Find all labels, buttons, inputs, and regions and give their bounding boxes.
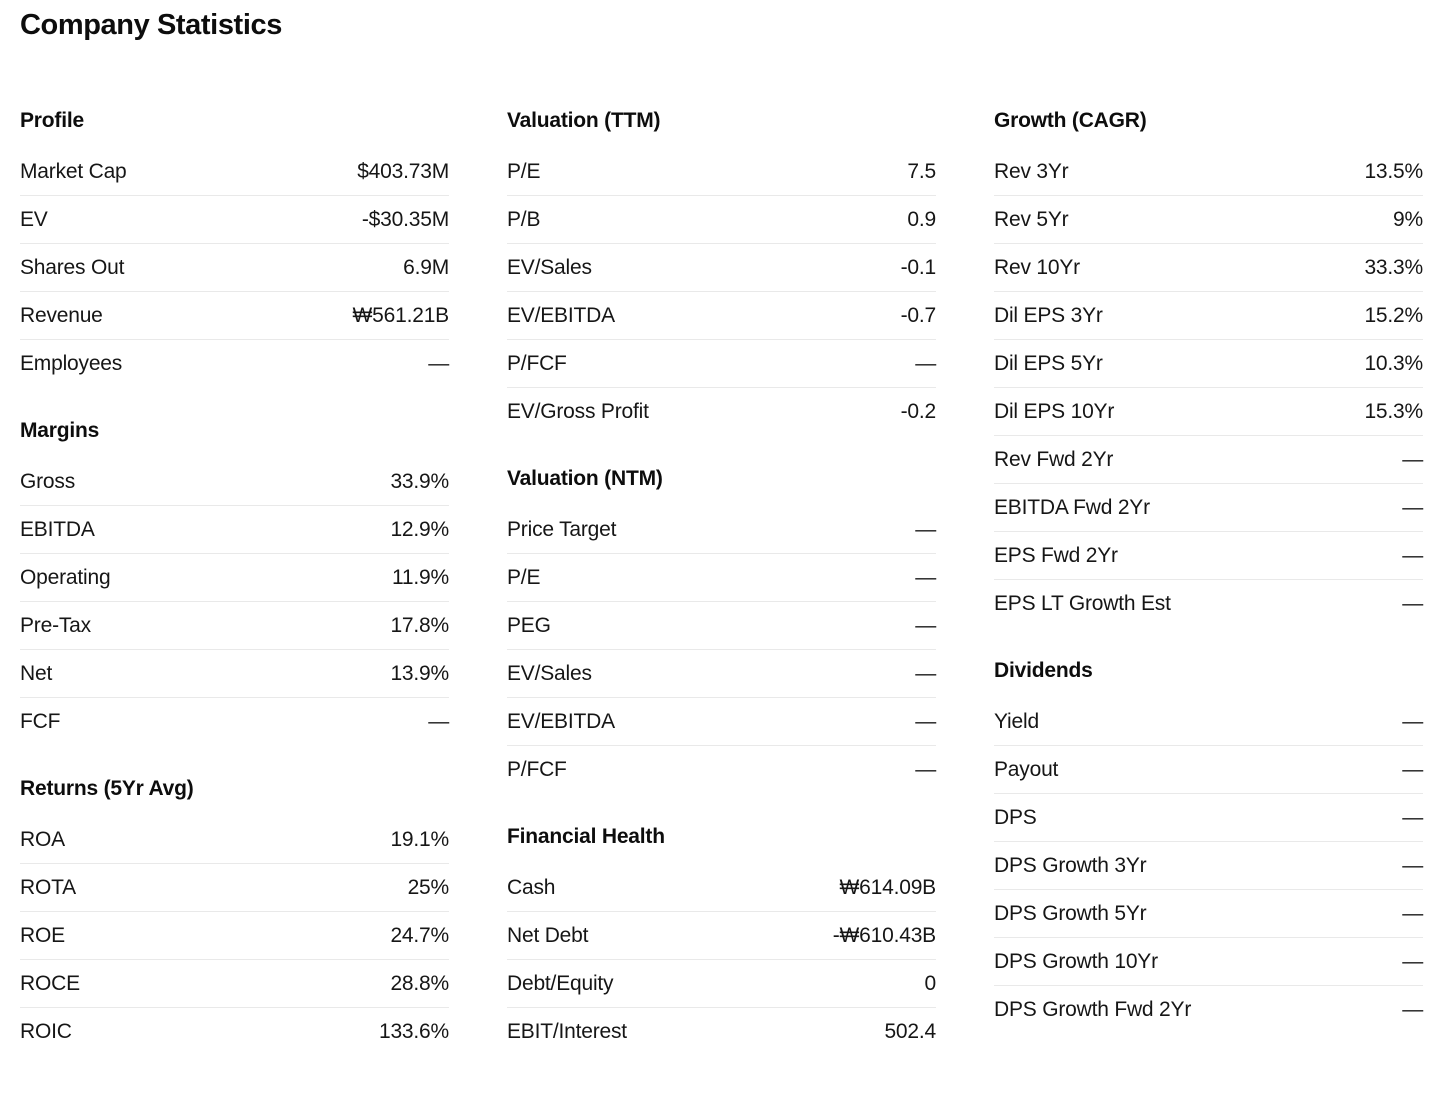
stat-row-roce [20, 960, 449, 1008]
stat-value: -₩610.43B [832, 923, 936, 947]
stat-value: — [1402, 949, 1423, 973]
section-heading-margins: Margins [20, 419, 100, 442]
stat-label: EV/EBITDA [507, 709, 615, 733]
stat-value: 13.5% [1364, 159, 1423, 183]
stat-label: ROE [20, 923, 65, 947]
stat-row-shares-out [20, 244, 449, 292]
stat-label: DPS Growth Fwd 2Yr [994, 998, 1192, 1021]
stat-label: EBIT/Interest [507, 1020, 627, 1043]
stat-row-p-b [507, 196, 936, 244]
stat-value: — [915, 517, 936, 541]
section-heading-growth-cagr: Growth (CAGR) [994, 109, 1147, 132]
stat-label: Gross [20, 469, 76, 493]
stat-label: EV/Gross Profit [507, 400, 649, 423]
stat-row-ev-ebitda [507, 698, 936, 746]
stat-label: Revenue [20, 303, 103, 327]
stat-value: — [1402, 543, 1423, 567]
stat-value: ₩614.09B [839, 875, 936, 899]
stat-value: — [1402, 447, 1423, 471]
stat-label: EV/Sales [507, 255, 592, 279]
stat-row-price-target [507, 506, 936, 554]
stat-label: Rev 10Yr [994, 255, 1080, 279]
stat-label: P/E [507, 159, 541, 183]
stat-label: EV [20, 207, 48, 231]
stat-row-revenue [20, 292, 449, 340]
section-financial-health [507, 824, 936, 1056]
section-heading-dividends: Dividends [994, 659, 1093, 682]
stat-value: — [1402, 592, 1423, 615]
stat-row-roa [20, 816, 449, 864]
stat-value: 7.5 [907, 159, 936, 183]
section-rows [507, 864, 936, 1056]
stat-row-operating [20, 554, 449, 602]
stat-row-dil-eps-3yr [994, 292, 1423, 340]
stat-row-roic [20, 1008, 449, 1056]
stat-row-p-e [507, 554, 936, 602]
stat-label: Dil EPS 5Yr [994, 351, 1103, 375]
stat-value: — [915, 661, 936, 685]
stat-value: 502.4 [884, 1020, 936, 1043]
stat-value: 13.9% [390, 661, 449, 685]
stat-label: Rev 5Yr [994, 207, 1069, 231]
stat-row-eps-fwd-2yr [994, 532, 1423, 580]
stat-value: $403.73M [357, 159, 449, 183]
stat-value: 33.9% [390, 469, 449, 493]
stat-value: 12.9% [390, 517, 449, 541]
stats-column-3 [994, 108, 1423, 1034]
stat-label: Shares Out [20, 255, 125, 279]
stat-row-dps [994, 794, 1423, 842]
stat-row-peg [507, 602, 936, 650]
stat-label: ROA [20, 827, 65, 851]
stat-value: — [915, 613, 936, 637]
stat-label: DPS [994, 805, 1037, 829]
stat-label: DPS Growth 5Yr [994, 901, 1147, 925]
stat-row-market-cap [20, 148, 449, 196]
section-heading-valuation-ntm: Valuation (NTM) [507, 467, 663, 490]
stat-row-rota [20, 864, 449, 912]
stat-row-gross [20, 458, 449, 506]
stat-value: -0.7 [900, 303, 936, 327]
stat-value: — [1402, 709, 1423, 733]
section-valuation-ttm [507, 108, 936, 436]
stat-label: DPS Growth 10Yr [994, 949, 1158, 973]
stat-row-debt-equity [507, 960, 936, 1008]
stat-label: Rev Fwd 2Yr [994, 447, 1114, 471]
stat-label: P/FCF [507, 351, 567, 375]
stat-value: 15.3% [1364, 399, 1423, 423]
stat-value: 28.8% [390, 971, 449, 995]
stat-value: 10.3% [1364, 351, 1423, 375]
stat-value: ₩561.21B [352, 303, 449, 327]
section-rows [507, 506, 936, 794]
stat-label: EV/Sales [507, 661, 592, 685]
section-heading-profile: Profile [20, 109, 84, 132]
section-profile [20, 108, 449, 388]
stat-label: Net Debt [507, 923, 589, 947]
stat-row-ebitda [20, 506, 449, 554]
statistics-grid [20, 108, 1423, 1056]
section-margins [20, 418, 449, 746]
stats-column-2 [507, 108, 936, 1056]
stat-value: — [1402, 901, 1423, 925]
stat-row-dps-growth-10yr [994, 938, 1423, 986]
stat-row-p-fcf [507, 340, 936, 388]
stat-label: EBITDA [20, 517, 95, 541]
section-rows [20, 458, 449, 746]
stat-row-ebitda-fwd-2yr [994, 484, 1423, 532]
stat-value: — [428, 710, 449, 733]
stat-row-roe [20, 912, 449, 960]
section-dividends [994, 658, 1423, 1034]
stat-label: Employees [20, 352, 123, 375]
stat-row-ev-gross-profit [507, 388, 936, 436]
stat-row-rev-3yr [994, 148, 1423, 196]
stat-row-dil-eps-5yr [994, 340, 1423, 388]
stat-row-yield [994, 698, 1423, 746]
stat-value: 33.3% [1364, 255, 1423, 279]
stat-row-ev-ebitda [507, 292, 936, 340]
stat-value: — [1402, 853, 1423, 877]
stat-value: — [1402, 757, 1423, 781]
stat-row-net-debt [507, 912, 936, 960]
stat-label: EPS Fwd 2Yr [994, 543, 1118, 567]
stat-label: DPS Growth 3Yr [994, 853, 1147, 877]
stat-label: Price Target [507, 517, 617, 541]
stat-row-dps-growth-3yr [994, 842, 1423, 890]
stat-value: 11.9% [392, 565, 449, 589]
stat-value: -0.1 [900, 255, 936, 279]
stat-row-rev-10yr [994, 244, 1423, 292]
stat-value: — [1402, 805, 1423, 829]
stat-label: Yield [994, 709, 1039, 733]
stat-value: — [915, 709, 936, 733]
stat-label: Operating [20, 565, 111, 589]
section-rows [507, 148, 936, 436]
section-returns-5yr-avg [20, 776, 449, 1056]
stat-value: — [915, 758, 936, 781]
stat-row-employees [20, 340, 449, 388]
stat-value: 24.7% [390, 923, 449, 947]
stat-row-rev-5yr [994, 196, 1423, 244]
stat-value: 25% [407, 875, 449, 899]
stat-value: 0.9 [907, 207, 936, 231]
stat-row-cash [507, 864, 936, 912]
stat-value: 19.1% [390, 827, 449, 851]
stats-column-1 [20, 108, 449, 1056]
page-title: Company Statistics [20, 9, 282, 41]
stat-label: ROIC [20, 1020, 72, 1043]
stat-label: Payout [994, 757, 1059, 781]
stat-row-fcf [20, 698, 449, 746]
stat-row-ev-sales [507, 650, 936, 698]
stat-value: — [428, 352, 449, 375]
stat-label: Pre-Tax [20, 613, 91, 637]
section-heading-returns-5yr-avg: Returns (5Yr Avg) [20, 777, 194, 800]
stat-label: Dil EPS 10Yr [994, 399, 1115, 423]
stat-label: FCF [20, 710, 61, 733]
section-heading-financial-health: Financial Health [507, 825, 665, 848]
stat-value: -$30.35M [361, 207, 449, 231]
stat-row-net [20, 650, 449, 698]
section-growth-cagr [994, 108, 1423, 628]
stat-label: P/FCF [507, 758, 567, 781]
stat-row-ev [20, 196, 449, 244]
section-valuation-ntm [507, 466, 936, 794]
stat-label: EPS LT Growth Est [994, 592, 1171, 615]
stat-value: -0.2 [900, 400, 936, 423]
stat-value: 17.8% [390, 613, 449, 637]
stat-value: — [915, 565, 936, 589]
section-rows [20, 816, 449, 1056]
stat-row-ev-sales [507, 244, 936, 292]
stat-row-payout [994, 746, 1423, 794]
stat-value: — [1402, 495, 1423, 519]
stat-value: 6.9M [403, 255, 449, 279]
section-rows [20, 148, 449, 388]
section-heading-valuation-ttm: Valuation (TTM) [507, 109, 661, 132]
stat-value: — [1402, 998, 1423, 1021]
stat-label: Net [20, 661, 53, 685]
stat-row-dil-eps-10yr [994, 388, 1423, 436]
stat-label: EBITDA Fwd 2Yr [994, 495, 1150, 519]
stat-row-eps-lt-growth-est [994, 580, 1423, 628]
stat-label: Dil EPS 3Yr [994, 303, 1103, 327]
stat-row-rev-fwd-2yr [994, 436, 1423, 484]
stat-value: 0 [924, 971, 936, 995]
stat-row-p-fcf [507, 746, 936, 794]
stat-value: — [915, 351, 936, 375]
stat-label: Debt/Equity [507, 971, 614, 995]
stat-value: 9% [1393, 207, 1423, 231]
stat-label: Rev 3Yr [994, 159, 1069, 183]
stat-label: Market Cap [20, 159, 127, 183]
stat-row-pre-tax [20, 602, 449, 650]
stat-row-dps-growth-5yr [994, 890, 1423, 938]
stat-row-ebit-interest [507, 1008, 936, 1056]
stat-row-p-e [507, 148, 936, 196]
stat-label: PEG [507, 613, 551, 637]
section-rows [994, 148, 1423, 628]
stat-label: Cash [507, 875, 556, 899]
stat-row-dps-growth-fwd-2yr [994, 986, 1423, 1034]
stat-label: ROCE [20, 971, 80, 995]
stat-label: P/B [507, 207, 541, 231]
stat-value: 133.6% [378, 1020, 449, 1043]
stat-label: ROTA [20, 875, 76, 899]
stat-label: EV/EBITDA [507, 303, 615, 327]
section-rows [994, 698, 1423, 1034]
stat-value: 15.2% [1364, 303, 1423, 327]
stat-label: P/E [507, 565, 541, 589]
